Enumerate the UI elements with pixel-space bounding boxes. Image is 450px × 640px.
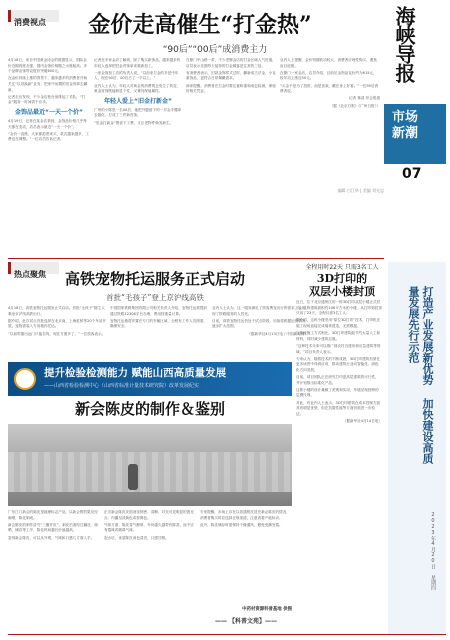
paragraph: 4月19日，记者在某金店看到，金饰品价格几乎每天都在变动，店员表示最近“一天一个价”。 bbox=[8, 118, 87, 129]
side-date: 2023年4月20日 星期四 bbox=[430, 512, 436, 590]
paragraph: 宠物托运箱将安置在专门的车厢区域，全程有工作人员照看，确保安全。 bbox=[110, 318, 208, 329]
paragraph: “金价一直涨，大家都抢着来买，款式越来越多，工费也在调整。”一位店员告诉记者。 bbox=[8, 131, 89, 142]
article2-column-2 bbox=[110, 306, 208, 358]
article2-title: 高铁宠物托运服务正式启动 bbox=[64, 270, 245, 288]
photo-figure bbox=[128, 464, 138, 490]
article4-credit: 中药材资源科普基地 供图 bbox=[242, 607, 292, 612]
article1-column-2 bbox=[94, 58, 182, 254]
credit: （据新华社4月14日电） bbox=[342, 419, 382, 424]
paragraph: “这种技术未来可以推广到农村自建房和应急建筑等领域。”项目负责人表示。 bbox=[296, 343, 381, 354]
page-number: 07 bbox=[402, 166, 422, 182]
article2-subtitle: 首批“毛孩子”登上京沪线高铁 bbox=[106, 293, 204, 302]
paragraph: 在厦门中山路一带，不少老牌金店的打金区域人气旺盛，店员表示近期每天接待的打金顾客是往常的三倍。 bbox=[186, 58, 276, 68]
paragraph: 近日，位于北京通州区的一栋3D打印双层小楼正式封顶。这栋建筑面积约106平方米的小楼，从打印到封顶只用了22天，全程仅需3名工人。 bbox=[296, 300, 382, 316]
side-strip bbox=[388, 262, 446, 636]
paragraph: 目前，高铁宠物托运仍处于试点阶段，后续将根据运营情况逐步扩大范围。 bbox=[212, 318, 306, 329]
paragraph: 有消费者表示，旧款金饰样式过时，翻新成古法金、小克重饰品，更符合日常佩戴需求。 bbox=[186, 70, 276, 81]
paragraph: “以前带猫出远门只能自驾，现在方便多了。”一位旅客表示。 bbox=[8, 331, 106, 336]
paragraph: 鉴别新会陈皮，可以从外观、气味和口感几方面入手。 bbox=[8, 535, 95, 540]
promo-banner bbox=[8, 362, 292, 396]
paragraph: 专家提醒，市场上存在以普通柑皮冒充新会陈皮的情况，消费者购买时应选择正规渠道，注意查看产地标识。 bbox=[200, 510, 290, 520]
article1-column-3 bbox=[186, 58, 276, 254]
article4-column-2 bbox=[104, 510, 196, 630]
section-tag-label: 热点聚焦 bbox=[14, 270, 46, 279]
banner-logo-icon bbox=[14, 368, 36, 390]
section-tag-consumer bbox=[8, 10, 59, 27]
paragraph: 广州的小陈是一名00后，她把外婆留下的一对金手镯拿去熔化，打成了三件新首饰。 bbox=[94, 107, 182, 118]
paragraph: 气味方面，陈皮香气醇厚，年份越久越带有陈香，而不应有霉味或刺鼻气味。 bbox=[104, 522, 194, 533]
paragraph: 这栋小楼的设计兼顾了美观和实用，外墙呈现独特的层叠纹理。 bbox=[296, 387, 379, 398]
drying-racks bbox=[8, 452, 292, 492]
paragraph: 商家提醒，消费者在打金时要注意称重和成色检测，保留好相关凭证。 bbox=[186, 83, 276, 94]
paragraph: 据介绍，此次试点首批选择在北京南、上海虹桥等20个车站开展，宠物需装入专用箱内托运。 bbox=[8, 318, 106, 329]
bottom-rule bbox=[8, 634, 446, 635]
article3-title: 3D打印的 双层小楼封顶 bbox=[309, 272, 375, 298]
paragraph: 专家认为，随着技术的不断成熟，3D打印建筑有望在更多场景中得到应用，推动建筑行业向智能化、绿色化方向发展。 bbox=[296, 356, 381, 372]
article2-column-3 bbox=[212, 306, 308, 358]
paragraph: “买金不是为了投资，而是喜欢，戴在身上好看。”一位95后消费者说。 bbox=[280, 83, 379, 94]
article2-column-1 bbox=[8, 306, 106, 358]
article1-subheading-1: 金饰品最近“一天一个价” bbox=[15, 108, 83, 116]
paragraph: 目前，项目团队正在研究打印更高层建筑的可行性，并计划推出标准化产品。 bbox=[296, 375, 379, 385]
paragraph: 正宗新会陈皮皮面油室细密、清晰，对光可见明显的透光点；内囊呈淡黄色或棕褐色。 bbox=[104, 510, 194, 520]
article1-title: 金价走高催生“打金热” bbox=[88, 12, 312, 38]
article4-footer: —— 【科普文苑】—— bbox=[214, 618, 278, 625]
paragraph: 一家金饰加工店的负责人说，“以前来打金的多是中年人，现在90后、00后占了一半以上。” bbox=[94, 70, 179, 81]
article4-column-3 bbox=[200, 510, 292, 606]
article1-column-4 bbox=[280, 58, 380, 254]
section-divider bbox=[8, 258, 384, 259]
article4-column-1 bbox=[8, 510, 100, 630]
paper-logo: 海峡导报 bbox=[392, 6, 416, 82]
side-slogan: 打造产业发展新优势 加快建设高质量发展先行示范 bbox=[407, 286, 434, 464]
paragraph: 记者走访发现，不少金店柜台前排起了长队，“打金”服务一时间供不应求。 bbox=[8, 94, 86, 105]
article4-title: 新会陈皮的制作＆鉴别 bbox=[74, 400, 225, 418]
paragraph: 记者在多家金店了解到，除了购买新饰品，越来越多的年轻人选择把旧金首饰拿来重新加工。 bbox=[94, 58, 181, 68]
paragraph: 4月18日，来自中国黄金协会的数据显示，国际金价近期再度走强，国内金饰价格随之水涨船高。多个品牌金饰每克报价突破600元。 bbox=[8, 58, 88, 74]
paragraph: 广东江门新会的陈皮是地理标志产品，以新会柑的果皮经晾晒、陈化制成。 bbox=[8, 510, 98, 520]
byline: 记者 林清 综合报道 bbox=[348, 96, 380, 101]
source-note: （据《北京日报》《广州日报》） bbox=[329, 103, 380, 108]
paragraph: 业内人士认为，年轻人对黄金的消费观念发生了转变，黄金首饰既能彰显个性，又兼具保值属性。 bbox=[94, 83, 181, 94]
editor-line: 编辑 白江华 | 美编 刘光忠 bbox=[337, 188, 384, 193]
article3-kicker: 全程用时22天 只需3名工人 bbox=[305, 264, 379, 271]
article1-subheading-2: 年轻人爱上“旧金打新金” bbox=[104, 97, 172, 105]
article4-photo bbox=[8, 424, 292, 506]
channel-name: 市场新潮 bbox=[384, 104, 446, 164]
paragraph: 泡水后，优质陈皮汤色清亮，口感甘醇。 bbox=[104, 535, 169, 540]
paragraph: 此外，陈皮储存时需保持干燥通风，避免受潮发霉。 bbox=[200, 522, 283, 527]
article1-subtitle: “90后”“00后”成消费主力 bbox=[162, 45, 268, 55]
paragraph: 对此，有业内人士表示，3D打印建筑在成本控制方面具有明显优势，但在抗震性能等方面仍需进一步验证。 bbox=[296, 400, 381, 416]
paragraph: 在厦门一家金店，店员介绍，目前足金饰品克价约为615元，较年初上涨近50元。 bbox=[280, 70, 377, 81]
article3-body bbox=[296, 300, 382, 630]
paragraph: 中国国家铁路集团有限公司相关负责人介绍，宠物托运需提前通过铁路12306平台办理，费用按重量计算。 bbox=[110, 306, 208, 316]
paragraph: 业内人士认为，这一服务满足了旅客携宠出行的需求，也体现了铁路服务的人性化。 bbox=[212, 306, 306, 316]
paragraph: 4月18日，高铁宠物托运服务正式启动。首批“毛孩子”随主人乘坐京沪线高铁出行。 bbox=[8, 306, 105, 316]
paragraph: 业内人士提醒，金价短期波动较大，消费者应理性购买，避免盲目追涨。 bbox=[280, 58, 378, 68]
paragraph: 据介绍，这栋小楼采用“原位3D打印”技术，打印机在施工现场直接完成墙体建造，无需模板。 bbox=[296, 318, 381, 328]
paragraph: “旧金打新金”既省下工费，又让老物件焕发新生。 bbox=[94, 120, 174, 125]
paragraph: 新会陈皮的制作讲究“三瓣开皮”，剥皮后需经过翻皮、晾晒、储存等工序，陈化时间越长价值越高。 bbox=[8, 522, 98, 533]
credit: （据新华社4月13日电 / 中国新闻网） bbox=[247, 331, 308, 336]
article1-column-1 bbox=[8, 58, 90, 254]
section-tag-label: 消费视点 bbox=[14, 18, 46, 27]
banner-subline: ——山西省检验检测中心（山西省标准计量技术研究院）改革发展纪实 bbox=[44, 383, 200, 389]
paragraph: 与传统施工方式相比，3D打印建筑能节约大量人工和材料，同时减少建筑垃圾。 bbox=[296, 331, 381, 341]
banner-headline: 提升检验检测能力 赋能山西高质量发展 bbox=[44, 367, 227, 379]
masthead bbox=[384, 4, 446, 189]
paragraph: 在金价持续上涨的背景下，越来越多的消费者开始关注“以旧换新”业务，把家中闲置的旧金饰拿去翻新。 bbox=[8, 76, 88, 92]
